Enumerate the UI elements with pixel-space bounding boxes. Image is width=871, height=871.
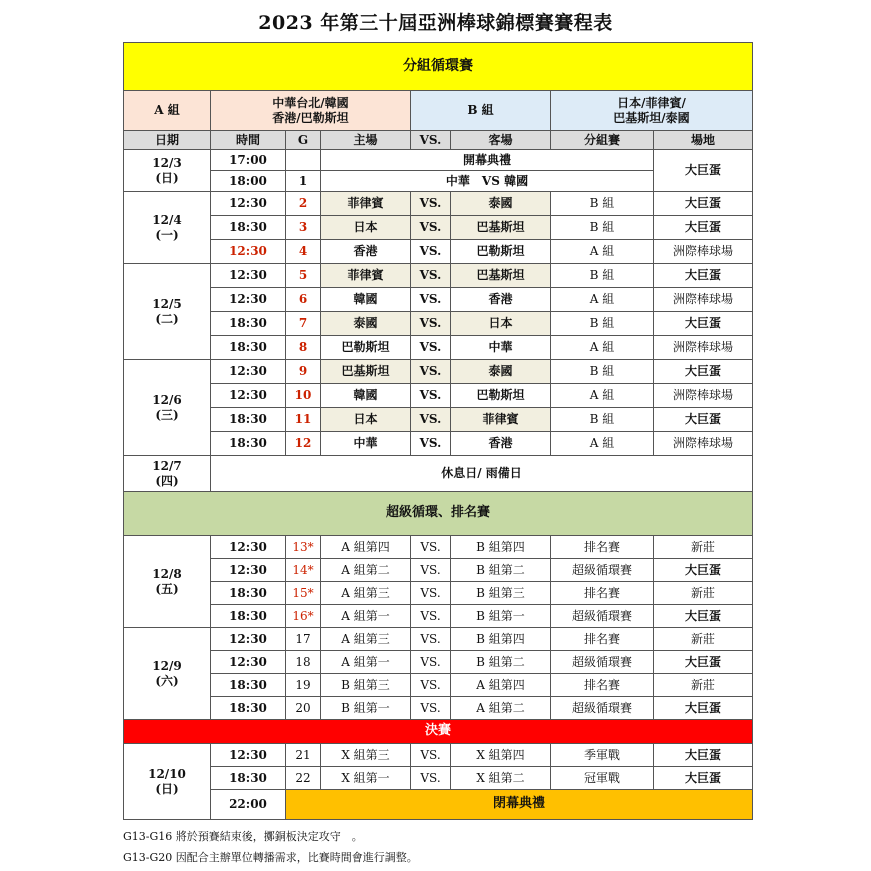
day-cell-12-5	[124, 264, 211, 360]
game-away: B 組第一	[451, 605, 551, 628]
game-venue: 洲際棒球場	[654, 240, 753, 264]
game-home: 巴勒斯坦	[321, 336, 411, 360]
game-vs: VS.	[411, 408, 451, 432]
day-weekday: (日)	[155, 781, 179, 796]
game-number: 9	[286, 360, 321, 384]
day-weekday: (四)	[155, 473, 179, 488]
game-home: 泰國	[321, 312, 411, 336]
game-number: 19	[286, 674, 321, 697]
game-venue: 大巨蛋	[654, 216, 753, 240]
game-vs: VS.	[411, 536, 451, 559]
game-vs: VS.	[411, 240, 451, 264]
game-home: A 組第二	[321, 559, 411, 582]
day-cell-12-6	[124, 360, 211, 456]
game-number: 13*	[286, 536, 321, 559]
game-time: 12:30	[211, 536, 286, 559]
game-group: B 組	[551, 264, 654, 288]
game-away: 泰國	[451, 192, 551, 216]
game-venue: 大巨蛋	[654, 767, 753, 790]
game-time: 18:30	[211, 697, 286, 720]
game-number: 2	[286, 192, 321, 216]
game-number: 16*	[286, 605, 321, 628]
game-venue: 大巨蛋	[654, 360, 753, 384]
header-away: 客場	[451, 131, 551, 150]
game-time: 18:30	[211, 312, 286, 336]
day-date: 12/4	[152, 212, 182, 227]
game-vs: VS.	[411, 605, 451, 628]
game-venue: 洲際棒球場	[654, 288, 753, 312]
game-away: B 組第四	[451, 536, 551, 559]
group-b-teams-line1: 日本/菲律賓/	[617, 95, 686, 110]
day-weekday: (二)	[155, 311, 179, 326]
game-away: 日本	[451, 312, 551, 336]
game-vs: VS.	[411, 312, 451, 336]
footnote: G13-G16 將於預賽結束後，擲銅板決定攻守 。	[123, 830, 363, 843]
game-away: B 組第四	[451, 628, 551, 651]
game-group: A 組	[551, 240, 654, 264]
game-time: 18:30	[211, 674, 286, 697]
game-away: 菲律賓	[451, 408, 551, 432]
game-group: B 組	[551, 360, 654, 384]
day-weekday: (五)	[155, 581, 179, 596]
game-vs: VS.	[411, 697, 451, 720]
game-away: A 組第四	[451, 674, 551, 697]
header-venue: 場地	[654, 131, 753, 150]
game-group: B 組	[551, 408, 654, 432]
game-venue: 大巨蛋	[654, 312, 753, 336]
game-group: A 組	[551, 384, 654, 408]
game-home: 日本	[321, 408, 411, 432]
game-vs: VS.	[411, 432, 451, 456]
game-group: 排名賽	[551, 628, 654, 651]
game-home: A 組第三	[321, 582, 411, 605]
day-cell-12-10	[124, 744, 211, 820]
game-group: B 組	[551, 312, 654, 336]
day-cell-12-7	[124, 456, 211, 492]
day-weekday: (日)	[155, 170, 179, 185]
game-number: 17	[286, 628, 321, 651]
game-number: 4	[286, 240, 321, 264]
game-number: 15*	[286, 582, 321, 605]
game-venue: 大巨蛋	[654, 192, 753, 216]
game-time: 18:30	[211, 582, 286, 605]
group-a-teams-line1: 中華台北/韓國	[272, 95, 349, 110]
game-home: A 組第三	[321, 628, 411, 651]
game-vs: VS.	[411, 216, 451, 240]
game-away: B 組第三	[451, 582, 551, 605]
game-away: X 組第二	[451, 767, 551, 790]
game-vs: VS.	[411, 384, 451, 408]
venue-dome: 大巨蛋	[654, 150, 753, 192]
game-away: A 組第二	[451, 697, 551, 720]
game-vs: VS.	[411, 582, 451, 605]
group-b-teams	[551, 91, 753, 131]
game-time: 18:30	[211, 408, 286, 432]
game-group: 排名賽	[551, 674, 654, 697]
game-group: B 組	[551, 192, 654, 216]
game-home: 菲律賓	[321, 264, 411, 288]
game-venue: 新莊	[654, 628, 753, 651]
game-home: 菲律賓	[321, 192, 411, 216]
day-date: 12/7	[152, 458, 182, 473]
game-time: 18:00	[211, 171, 286, 192]
game-vs: VS.	[411, 559, 451, 582]
game-number: 5	[286, 264, 321, 288]
game-vs: VS.	[411, 628, 451, 651]
header-date: 日期	[124, 131, 211, 150]
game-home: 香港	[321, 240, 411, 264]
game-number: 14*	[286, 559, 321, 582]
game-venue: 大巨蛋	[654, 697, 753, 720]
day-weekday: (一)	[155, 227, 179, 242]
day-date: 12/5	[152, 296, 182, 311]
game-group: 超級循環賽	[551, 559, 654, 582]
game-venue: 大巨蛋	[654, 559, 753, 582]
game-home: B 組第三	[321, 674, 411, 697]
game-venue: 大巨蛋	[654, 651, 753, 674]
day-cell-12-8	[124, 536, 211, 628]
game-vs: VS.	[411, 264, 451, 288]
game-venue: 大巨蛋	[654, 264, 753, 288]
game-venue: 大巨蛋	[654, 605, 753, 628]
game-group: 排名賽	[551, 582, 654, 605]
game-venue: 新莊	[654, 536, 753, 559]
game-number: 12	[286, 432, 321, 456]
game-away: 巴基斯坦	[451, 264, 551, 288]
game-venue: 新莊	[654, 674, 753, 697]
game-group: A 組	[551, 432, 654, 456]
game-vs: VS.	[411, 674, 451, 697]
game-away: B 組第二	[451, 559, 551, 582]
section-finals: 決賽	[124, 720, 753, 744]
day-date: 12/3	[152, 155, 182, 170]
game-time: 12:30	[211, 264, 286, 288]
game-number: 1	[286, 171, 321, 192]
game-number: 8	[286, 336, 321, 360]
day-cell-12-4	[124, 192, 211, 264]
game-vs: VS.	[411, 336, 451, 360]
header-group: 分組賽	[551, 131, 654, 150]
game-time: 18:30	[211, 336, 286, 360]
game-vs: VS.	[411, 651, 451, 674]
game-number: 21	[286, 744, 321, 767]
game-away: 巴勒斯坦	[451, 240, 551, 264]
game-group: 超級循環賽	[551, 697, 654, 720]
closing-ceremony: 閉幕典禮	[286, 790, 753, 820]
game-home: A 組第一	[321, 605, 411, 628]
page-title: 2023 年第三十屆亞洲棒球錦標賽賽程表	[258, 12, 613, 34]
game-time: 18:30	[211, 216, 286, 240]
game-time: 18:30	[211, 432, 286, 456]
game-number: 3	[286, 216, 321, 240]
game-venue: 新莊	[654, 582, 753, 605]
section-group-stage: 分組循環賽	[124, 43, 753, 91]
game-time: 18:30	[211, 767, 286, 790]
closing-time: 22:00	[211, 790, 286, 820]
game-venue: 洲際棒球場	[654, 384, 753, 408]
game-venue: 洲際棒球場	[654, 432, 753, 456]
day-date: 12/6	[152, 392, 182, 407]
game-group: 超級循環賽	[551, 605, 654, 628]
game-home: 巴基斯坦	[321, 360, 411, 384]
day-weekday: (三)	[155, 407, 179, 422]
game-number: 22	[286, 767, 321, 790]
game-vs: VS.	[411, 288, 451, 312]
header-time: 時間	[211, 131, 286, 150]
game-group: A 組	[551, 288, 654, 312]
group-b-teams-line2: 巴基斯坦/泰國	[613, 110, 690, 125]
game-venue: 洲際棒球場	[654, 336, 753, 360]
game-time: 12:30	[211, 559, 286, 582]
game-1-matchup: 中華 VS 韓國	[321, 171, 654, 192]
game-time: 12:30	[211, 651, 286, 674]
game-group: 超級循環賽	[551, 651, 654, 674]
game-time: 12:30	[211, 288, 286, 312]
day-cell-12-9	[124, 628, 211, 720]
game-vs: VS.	[411, 744, 451, 767]
opening-time: 17:00	[211, 150, 286, 171]
game-home: 中華	[321, 432, 411, 456]
game-home: X 組第一	[321, 767, 411, 790]
game-venue: 大巨蛋	[654, 744, 753, 767]
game-group: 排名賽	[551, 536, 654, 559]
group-a-teams-line2: 香港/巴勒斯坦	[272, 110, 349, 125]
game-home: A 組第四	[321, 536, 411, 559]
group-a-teams	[211, 91, 411, 131]
rest-day: 休息日/ 雨備日	[211, 456, 753, 492]
game-group: 季軍戰	[551, 744, 654, 767]
game-venue: 大巨蛋	[654, 408, 753, 432]
footnotes	[123, 826, 418, 868]
game-away: X 組第四	[451, 744, 551, 767]
group-a-label: A 組	[124, 91, 211, 131]
day-cell-12-3	[124, 150, 211, 192]
day-date: 12/10	[148, 766, 186, 781]
game-away: 巴勒斯坦	[451, 384, 551, 408]
game-away: 香港	[451, 432, 551, 456]
game-home: X 組第三	[321, 744, 411, 767]
game-vs: VS.	[411, 360, 451, 384]
game-away: B 組第二	[451, 651, 551, 674]
day-date: 12/9	[152, 658, 182, 673]
game-time: 12:30	[211, 628, 286, 651]
header-vs: VS.	[411, 131, 451, 150]
game-number: 11	[286, 408, 321, 432]
game-time: 12:30	[211, 360, 286, 384]
game-group: 冠軍戰	[551, 767, 654, 790]
day-date: 12/8	[152, 566, 182, 581]
game-number: 18	[286, 651, 321, 674]
game-number: 6	[286, 288, 321, 312]
game-home: A 組第一	[321, 651, 411, 674]
game-time: 18:30	[211, 605, 286, 628]
game-time: 12:30	[211, 192, 286, 216]
game-home: 韓國	[321, 288, 411, 312]
game-time: 12:30	[211, 240, 286, 264]
game-vs: VS.	[411, 192, 451, 216]
game-group: B 組	[551, 216, 654, 240]
game-number: 20	[286, 697, 321, 720]
game-vs: VS.	[411, 767, 451, 790]
game-group: A 組	[551, 336, 654, 360]
section-super-round: 超級循環、排名賽	[124, 492, 753, 536]
footnote: G13-G20 因配合主辦單位轉播需求，比賽時間會進行調整。	[123, 851, 418, 864]
header-home: 主場	[321, 131, 411, 150]
game-home: 韓國	[321, 384, 411, 408]
game-away: 巴基斯坦	[451, 216, 551, 240]
game-home: B 組第一	[321, 697, 411, 720]
game-away: 中華	[451, 336, 551, 360]
game-away: 泰國	[451, 360, 551, 384]
game-home: 日本	[321, 216, 411, 240]
schedule-table	[123, 42, 753, 820]
game-time: 12:30	[211, 744, 286, 767]
day-weekday: (六)	[155, 673, 179, 688]
header-game: G	[286, 131, 321, 150]
group-b-label: B 組	[411, 91, 551, 131]
opening-ceremony: 開幕典禮	[321, 150, 654, 171]
game-number: 7	[286, 312, 321, 336]
game-away: 香港	[451, 288, 551, 312]
game-time: 12:30	[211, 384, 286, 408]
game-number: 10	[286, 384, 321, 408]
